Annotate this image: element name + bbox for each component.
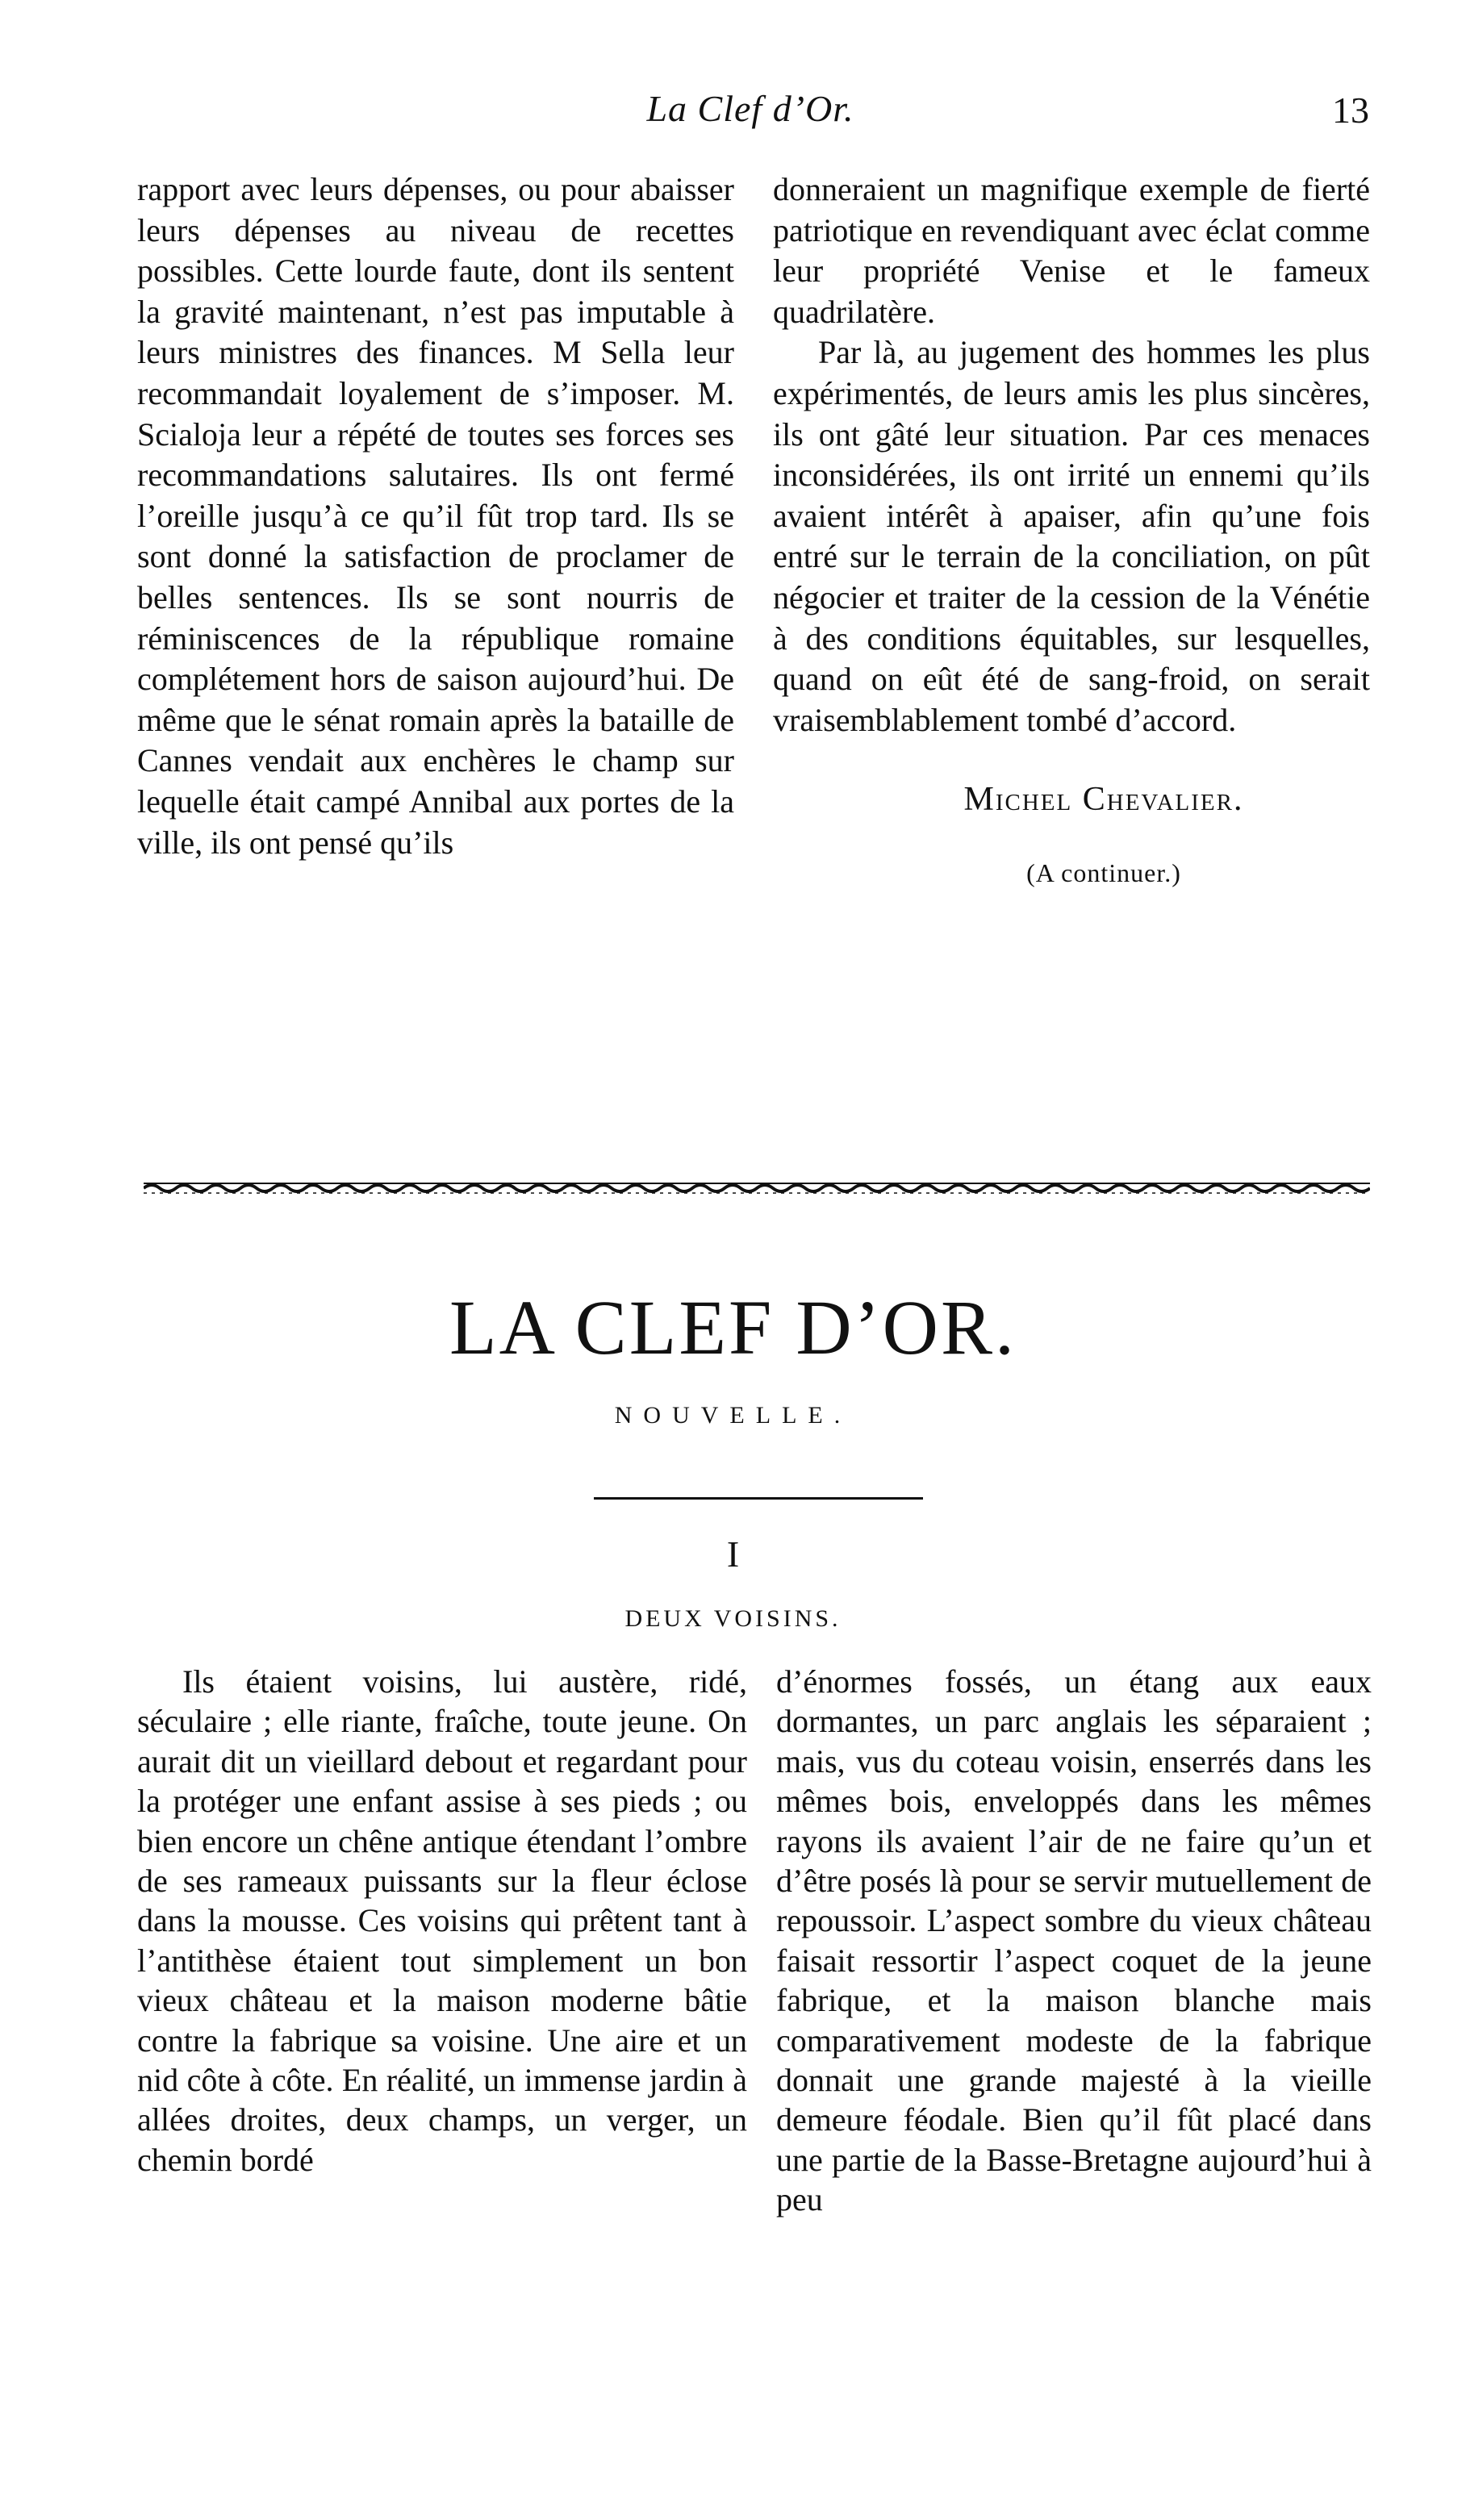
chapter-number: I xyxy=(726,1533,740,1575)
continuation-note: (A continuer.) xyxy=(1026,857,1181,887)
story-right-column xyxy=(776,1662,1372,2220)
ornamental-divider xyxy=(144,1179,1370,1197)
article-left-column xyxy=(137,169,734,863)
chapter-title: DEUX VOISINS. xyxy=(624,1605,842,1632)
article-paragraph: Par là, au jugement des hommes les plus expérimentés, de leurs amis les plus sincères, ils ont gâté leur situation. Par ces menaces inconsidérées, ils ont irrité un ennemi qu’ils avaient intérêt à apaiser, afin qu’une fois entré sur le terrain de la conciliation, on pût négocier et traiter de la cession de la Vénétie à des conditions équitables, sur lesquelles, quand on eût été de sang-froid, on serait vraisemblablement tombé d’accord. xyxy=(773,334,1370,738)
story-title: LA CLEF D’OR. xyxy=(449,1284,1017,1371)
author-signature: Michel Chevalier. xyxy=(963,781,1244,819)
article-paragraph: donneraient un magnifique exemple de fierté patriotique en revendiquant avec éclat comme leur propriété Venise et le fameux quadrilatère. xyxy=(773,171,1370,330)
page-number: 13 xyxy=(1332,90,1369,131)
running-title: La Clef d’Or. xyxy=(646,88,854,129)
story-subtitle: NOUVELLE. xyxy=(614,1402,852,1429)
story-left-column xyxy=(137,1662,747,2180)
article-right-column xyxy=(773,169,1370,894)
story-paragraph: Ils étaient voisins, lui austère, ridé, séculaire ; elle riante, fraîche, toute jeune. On aurait dit un vieillard debout et regardant pour la protéger une enfant assise à ses pieds ; ou bien encore un chêne antique étendant l’ombre de ses rameaux puissants sur la fleur éclose dans la mousse. Ces voisins qui prêtent tant à l’antithèse étaient tout simplement un bon vieux château et la maison moderne bâtie contre la fabrique sa voisine. Une aire et un nid côte à côte. En réalité, un immense jardin à allées droites, deux champs, un verger, un chemin bordé xyxy=(137,1663,747,2178)
title-rule xyxy=(594,1497,923,1500)
article-paragraph: rapport avec leurs dépenses, ou pour abaisser leurs dépenses au niveau de recettes possibles. Cette lourde faute, dont ils sentent la gravité maintenant, n’est pas imputable à leurs ministres des finances. M Sella leur recommandait loyalement de s’imposer. M. Scialoja leur a répété de toutes ses forces ses recommandations salutaires. Ils ont fermé l’oreille jusqu’à ce qu’il fût trop tard. Ils se sont donné la satisfaction de proclamer de belles sentences. Ils se sont nourris de réminiscences de la république romaine complétement hors de saison aujourd’hui. De même que le sénat romain après la bataille de Cannes vendait aux enchères le champ sur lequelle était campé Annibal aux portes de la ville, ils ont pensé qu’ils xyxy=(137,171,734,861)
story-paragraph: d’énormes fossés, un étang aux eaux dormantes, un parc anglais les séparaient ; mais, vus du coteau voisin, enserrés dans les mêmes bois, enveloppés dans les mêmes rayons ils avaient l’air de ne faire qu’un et d’être posés là pour se servir mutuellement de repoussoir. L’aspect sombre du vieux château faisait ressortir l’aspect coquet de la jeune fabrique, et la maison blanche mais comparativement modeste de la fabrique donnait une grande majesté à la vieille demeure féodale. Bien qu’il fût placé dans une partie de la Basse-Bretagne aujourd’hui à peu xyxy=(776,1663,1372,2218)
